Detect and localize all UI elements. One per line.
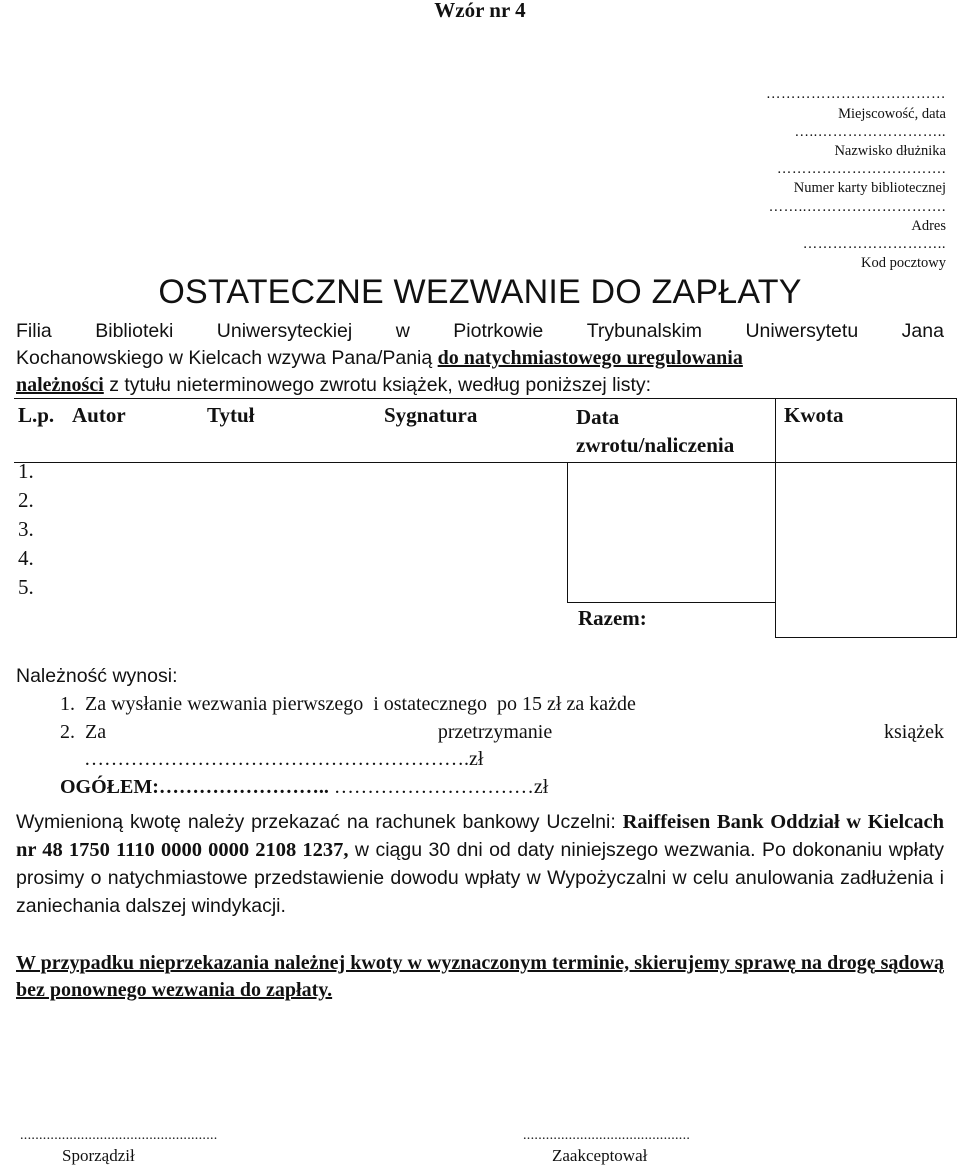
place-date-label: Miejscowość, data [838,106,946,122]
col-date: Data zwrotu/naliczenia [576,405,735,457]
total-label: Razem: [578,606,647,630]
intro-line-2 [16,345,944,372]
word: Uniwersyteckiej [216,320,353,342]
col-author: Autor [72,403,126,427]
library-card-label: Numer karty bibliotecznej [793,180,946,196]
prepared-by-dots: .................................................... [20,1128,218,1143]
books-table [14,398,957,604]
intro-emphasis-2: należności [16,374,104,396]
table-row [14,546,957,575]
row-number: 5. [18,575,34,599]
col-amount: Kwota [784,403,844,427]
table-row [14,575,957,604]
table-row [14,517,957,546]
word: w [395,320,410,342]
due-item-1: 1. Za wysłanie wezwania pierwszego i ostatecznego po 15 zł za każde [60,693,636,715]
debtor-name-label: Nazwisko dłużnika [834,143,946,159]
accepted-by-dots: ............................................ [523,1128,691,1143]
word: Filia [16,320,52,342]
payment-text: Wymienioną kwotę należy przekazać na rachunek bankowy Uczelni: [16,811,623,833]
table-bottom-border [775,637,957,638]
prepared-by-label: Sporządził [62,1146,135,1165]
due-item-2 [60,721,944,744]
word: Jana [901,320,944,342]
document-title: OSTATECZNE WEZWANIE DO ZAPŁATY [158,273,802,311]
grand-total-label: OGÓŁEM:…………………….. [60,776,329,798]
grand-total-value: …………………………zł [328,776,549,798]
total-top-border [567,602,775,603]
word: Piotrkowie [453,320,544,342]
form-number: Wzór nr 4 [434,0,526,22]
word: przetrzymanie [437,721,553,743]
table-row [14,488,957,517]
due-heading: Należność wynosi: [16,665,178,687]
table-top-border [14,398,957,399]
accepted-by-label: Zaakceptował [552,1146,648,1165]
word: Biblioteki [95,320,174,342]
postal-code-dots: ……………………….. [802,236,946,252]
postal-code-label: Kod pocztowy [861,255,946,271]
legal-warning: W przypadku nieprzekazania należnej kwoty w wyznaczonym terminie, skierujemy sprawę na drogę sądową bez ponownego wezwania do zapłaty. [16,952,944,1001]
table-right-border [956,398,957,638]
table-header-row [14,398,957,459]
word: książek [884,721,944,743]
row-number: 2. [18,488,34,512]
grand-total [60,776,548,799]
intro-text: Kochanowskiego w Kielcach wzywa Pana/Panią [16,347,438,369]
word: 2. Za [60,721,107,743]
col-title: Tytuł [207,403,255,427]
bank-account: Raiffeisen Bank Oddział w Kielcach nr 48 1750 1110 0000 0000 2108 1237, [16,811,944,861]
table-row [14,459,957,488]
payment-paragraph [16,808,944,920]
intro-line-3 [16,372,944,399]
amount-column-border [775,398,776,638]
col-signature: Sygnatura [384,403,478,427]
library-card-dots: ……………………………. [776,161,946,177]
intro-line-1 [16,318,944,345]
intro-emphasis: do natychmiastowego uregulowania [437,347,743,369]
debtor-name-dots: …..…………………….. [794,124,946,140]
intro-paragraph [16,318,944,399]
row-number: 3. [18,517,34,541]
word: Trybunalskim [586,320,702,342]
intro-text-2: z tytułu nieterminowego zwrotu książek, według poniższej listy: [103,374,652,396]
col-lp: L.p. [18,403,55,427]
row-number: 1. [18,459,34,483]
word: Uniwersytetu [745,320,859,342]
payment-text-end: w ciągu 30 dni od daty niniejszego wezwania. Po dokonaniu wpłaty prosimy o natychmiastowe przedstawienie dowodu wpłaty w Wypożyczalni w celu anulowania zadłużenia i zaniechania dalszej windykacji. [16,839,944,917]
row-number: 4. [18,546,34,570]
due-item-2-continuation: ………………………………………………….zł [84,748,484,770]
address-label: Adres [911,218,946,234]
date-column-border [567,462,568,602]
address-dots: ……..………………………. [768,199,946,215]
header-bottom-border [14,462,957,463]
place-date-dots: ……………………………… [766,86,946,102]
